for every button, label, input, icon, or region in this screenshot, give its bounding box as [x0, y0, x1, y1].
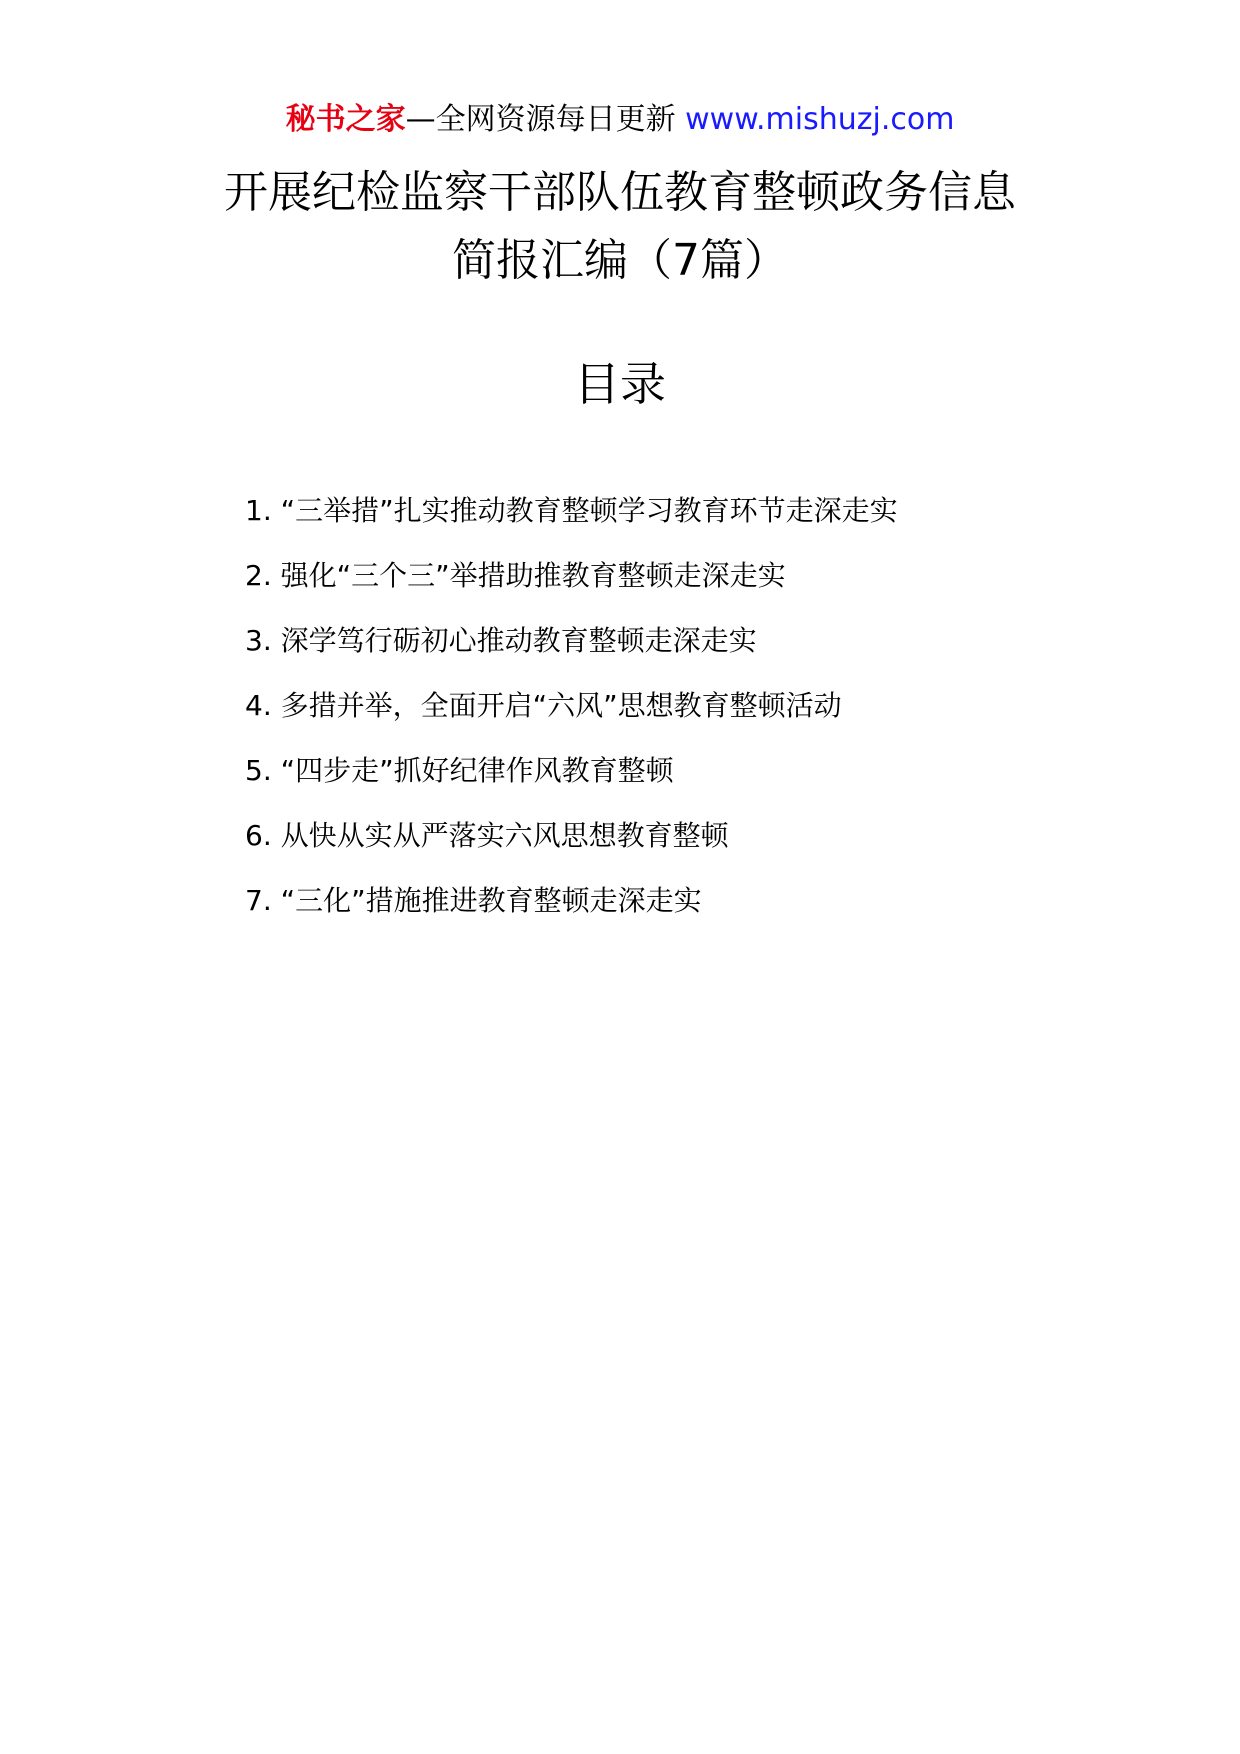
toc-item-4[interactable]: 4. 多措并举，全面开启“六风”思想教育整顿活动	[245, 689, 842, 722]
toc-item-2[interactable]: 2. 强化“三个三”举措助推教育整顿走深走实	[245, 559, 786, 592]
toc-item-3[interactable]: 3. 深学笃行砺初心推动教育整顿走深走实	[245, 624, 757, 657]
toc-heading: 目录	[574, 357, 666, 411]
toc-item-5[interactable]: 5. “四步走”抓好纪律作风教育整顿	[245, 754, 674, 787]
site-url-link[interactable]: www.mishuzj.com	[685, 102, 955, 137]
toc-item-7[interactable]: 7. “三化”措施推进教育整顿走深走实	[245, 884, 702, 917]
brand-name: 秘书之家	[285, 102, 406, 137]
site-header	[0, 100, 1240, 140]
header-slogan: —全网资源每日更新	[405, 102, 686, 137]
document-title-line-1: 开展纪检监察干部队伍教育整顿政务信息	[224, 167, 1016, 218]
toc-item-6[interactable]: 6. 从快从实从严落实六风思想教育整顿	[245, 819, 729, 852]
document-title-line-2: 简报汇编（7篇）	[452, 235, 788, 286]
toc-list	[245, 493, 898, 948]
toc-item-1[interactable]: 1. “三举措”扎实推动教育整顿学习教育环节走深走实	[245, 494, 898, 527]
